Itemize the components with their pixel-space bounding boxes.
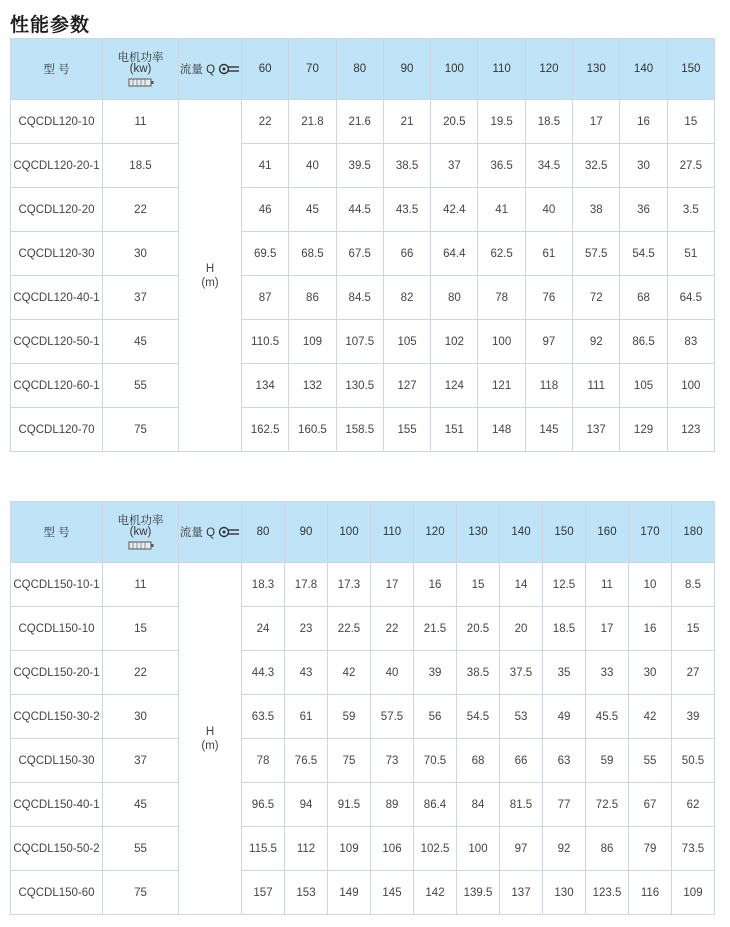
flow-label: 流量 Q — [179, 527, 216, 539]
head-value-cell: 21.5 — [414, 607, 457, 651]
head-value-cell: 39 — [414, 651, 457, 695]
head-value-cell: 127 — [383, 364, 430, 408]
head-value-cell: 8.5 — [672, 563, 715, 607]
power-label: 电机功率 — [117, 51, 164, 64]
head-value-cell: 21.6 — [336, 100, 383, 144]
head-value-cell: 50.5 — [672, 739, 715, 783]
head-value-cell: 66 — [500, 739, 543, 783]
head-value-cell: 110.5 — [242, 320, 289, 364]
model-cell: CQCDL150-20-1 — [11, 651, 103, 695]
model-cell: CQCDL150-30-2 — [11, 695, 103, 739]
head-value-cell: 19.5 — [478, 100, 525, 144]
head-value-cell: 38 — [573, 188, 620, 232]
head-label: H — [205, 725, 215, 738]
head-value-cell: 97 — [500, 827, 543, 871]
model-cell: CQCDL120-40-1 — [11, 276, 103, 320]
flow-column-header: 120 — [525, 39, 572, 100]
head-value-cell: 129 — [620, 408, 667, 452]
head-value-cell: 40 — [371, 651, 414, 695]
head-value-cell: 68 — [620, 276, 667, 320]
table-row — [11, 320, 715, 364]
head-value-cell: 34.5 — [525, 144, 572, 188]
model-cell: CQCDL120-20-1 — [11, 144, 103, 188]
head-value-cell: 115.5 — [242, 827, 285, 871]
head-value-cell: 38.5 — [383, 144, 430, 188]
head-value-cell: 16 — [620, 100, 667, 144]
head-value-cell: 11 — [586, 563, 629, 607]
head-value-cell: 40 — [525, 188, 572, 232]
head-value-cell: 72 — [573, 276, 620, 320]
head-value-cell: 37 — [431, 144, 478, 188]
flow-column-header: 110 — [371, 502, 414, 563]
head-value-cell: 24 — [242, 607, 285, 651]
table-row — [11, 739, 715, 783]
head-value-cell: 62.5 — [478, 232, 525, 276]
head-value-cell: 32.5 — [573, 144, 620, 188]
head-value-cell: 87 — [242, 276, 289, 320]
head-value-cell: 100 — [478, 320, 525, 364]
table-row — [11, 276, 715, 320]
head-value-cell: 43.5 — [383, 188, 430, 232]
head-value-cell: 10 — [629, 563, 672, 607]
head-value-cell: 38.5 — [457, 651, 500, 695]
power-unit: (kw) — [129, 525, 152, 538]
table-row — [11, 100, 715, 144]
head-value-cell: 121 — [478, 364, 525, 408]
head-value-cell: 148 — [478, 408, 525, 452]
head-value-cell: 145 — [525, 408, 572, 452]
head-value-cell: 78 — [242, 739, 285, 783]
head-value-cell: 42 — [328, 651, 371, 695]
head-value-cell: 84.5 — [336, 276, 383, 320]
power-cell: 11 — [103, 563, 179, 607]
flow-column-header: 90 — [285, 502, 328, 563]
flow-column-header: 150 — [667, 39, 714, 100]
head-value-cell: 86 — [586, 827, 629, 871]
model-cell: CQCDL120-30 — [11, 232, 103, 276]
head-value-cell: 94 — [285, 783, 328, 827]
head-value-cell: 84 — [457, 783, 500, 827]
head-value-cell: 134 — [242, 364, 289, 408]
head-value-cell: 20 — [500, 607, 543, 651]
head-value-cell: 130.5 — [336, 364, 383, 408]
head-value-cell: 162.5 — [242, 408, 289, 452]
head-value-cell: 67 — [629, 783, 672, 827]
head-value-cell: 68 — [457, 739, 500, 783]
head-value-cell: 100 — [667, 364, 714, 408]
head-value-cell: 14 — [500, 563, 543, 607]
head-value-cell: 39.5 — [336, 144, 383, 188]
head-value-cell: 89 — [371, 783, 414, 827]
head-value-cell: 63.5 — [242, 695, 285, 739]
head-value-cell: 105 — [620, 364, 667, 408]
head-value-cell: 15 — [667, 100, 714, 144]
model-cell: CQCDL150-60 — [11, 871, 103, 915]
head-value-cell: 39 — [672, 695, 715, 739]
head-value-cell: 45 — [289, 188, 336, 232]
head-value-cell: 137 — [573, 408, 620, 452]
pump-icon — [218, 526, 240, 538]
head-value-cell: 139.5 — [457, 871, 500, 915]
head-value-cell: 15 — [672, 607, 715, 651]
head-value-cell: 62 — [672, 783, 715, 827]
flow-column-header: 130 — [457, 502, 500, 563]
head-value-cell: 17 — [573, 100, 620, 144]
power-cell: 30 — [103, 695, 179, 739]
head-value-cell: 42 — [629, 695, 672, 739]
head-value-cell: 17 — [371, 563, 414, 607]
pump-icon — [218, 63, 240, 75]
flow-column-header: 80 — [242, 502, 285, 563]
head-value-cell: 59 — [328, 695, 371, 739]
flow-column-header: 150 — [543, 502, 586, 563]
head-value-cell: 82 — [383, 276, 430, 320]
head-value-cell: 49 — [543, 695, 586, 739]
model-cell: CQCDL150-40-1 — [11, 783, 103, 827]
head-value-cell: 61 — [285, 695, 328, 739]
head-value-cell: 111 — [573, 364, 620, 408]
head-value-cell: 22.5 — [328, 607, 371, 651]
head-value-cell: 17.8 — [285, 563, 328, 607]
power-cell: 75 — [103, 871, 179, 915]
head-value-cell: 116 — [629, 871, 672, 915]
head-value-cell: 97 — [525, 320, 572, 364]
head-value-cell: 76 — [525, 276, 572, 320]
head-value-cell: 21 — [383, 100, 430, 144]
head-value-cell: 92 — [543, 827, 586, 871]
head-value-cell: 123.5 — [586, 871, 629, 915]
head-value-cell: 30 — [629, 651, 672, 695]
head-value-cell: 151 — [431, 408, 478, 452]
power-cell: 22 — [103, 188, 179, 232]
head-value-cell: 40 — [289, 144, 336, 188]
head-value-cell: 66 — [383, 232, 430, 276]
head-value-cell: 18.5 — [543, 607, 586, 651]
model-cell: CQCDL120-50-1 — [11, 320, 103, 364]
head-value-cell: 137 — [500, 871, 543, 915]
head-value-cell: 41 — [478, 188, 525, 232]
head-value-cell: 41 — [242, 144, 289, 188]
head-value-cell: 83 — [667, 320, 714, 364]
flow-column-header: 160 — [586, 502, 629, 563]
power-cell: 18.5 — [103, 144, 179, 188]
head-value-cell: 27.5 — [667, 144, 714, 188]
model-cell: CQCDL150-50-2 — [11, 827, 103, 871]
head-value-cell: 51 — [667, 232, 714, 276]
flow-column-header: 90 — [383, 39, 430, 100]
table-row — [11, 871, 715, 915]
head-value-cell: 153 — [285, 871, 328, 915]
head-value-cell: 69.5 — [242, 232, 289, 276]
power-cell: 37 — [103, 276, 179, 320]
head-value-cell: 21.8 — [289, 100, 336, 144]
motor-icon — [128, 541, 154, 550]
table-row — [11, 232, 715, 276]
head-value-cell: 18.5 — [525, 100, 572, 144]
head-value-cell: 16 — [414, 563, 457, 607]
head-value-cell: 30 — [620, 144, 667, 188]
head-value-cell: 36.5 — [478, 144, 525, 188]
head-value-cell: 149 — [328, 871, 371, 915]
model-cell: CQCDL150-10 — [11, 607, 103, 651]
header-row — [11, 39, 715, 100]
flow-column-header: 70 — [289, 39, 336, 100]
head-value-cell: 124 — [431, 364, 478, 408]
head-value-cell: 109 — [289, 320, 336, 364]
head-value-cell: 109 — [672, 871, 715, 915]
head-value-cell: 16 — [629, 607, 672, 651]
head-value-cell: 75 — [328, 739, 371, 783]
power-label: 电机功率 — [117, 514, 164, 527]
head-value-cell: 15 — [457, 563, 500, 607]
power-cell: 11 — [103, 100, 179, 144]
head-value-cell: 63 — [543, 739, 586, 783]
head-value-cell: 45.5 — [586, 695, 629, 739]
head-value-cell: 145 — [371, 871, 414, 915]
head-value-cell: 76.5 — [285, 739, 328, 783]
flow-header — [179, 39, 242, 100]
head-value-cell: 142 — [414, 871, 457, 915]
flow-column-header: 100 — [328, 502, 371, 563]
head-value-cell: 46 — [242, 188, 289, 232]
head-value-cell: 80 — [431, 276, 478, 320]
head-value-cell: 79 — [629, 827, 672, 871]
head-value-cell: 109 — [328, 827, 371, 871]
head-unit: (m) — [201, 276, 219, 289]
performance-table-cqcdl120 — [10, 38, 715, 452]
power-header — [103, 39, 179, 100]
head-value-cell: 59 — [586, 739, 629, 783]
model-cell: CQCDL120-70 — [11, 408, 103, 452]
power-unit: (kw) — [129, 62, 152, 75]
table-row — [11, 364, 715, 408]
head-unit: (m) — [201, 739, 219, 752]
flow-column-header: 140 — [500, 502, 543, 563]
motor-icon — [128, 78, 154, 87]
head-value-cell: 64.5 — [667, 276, 714, 320]
head-value-cell: 27 — [672, 651, 715, 695]
head-value-cell: 68.5 — [289, 232, 336, 276]
power-cell: 55 — [103, 827, 179, 871]
head-value-cell: 105 — [383, 320, 430, 364]
head-value-cell: 160.5 — [289, 408, 336, 452]
head-value-cell: 57.5 — [573, 232, 620, 276]
flow-column-header: 130 — [573, 39, 620, 100]
head-value-cell: 35 — [543, 651, 586, 695]
model-cell: CQCDL120-60-1 — [11, 364, 103, 408]
flow-column-header: 60 — [242, 39, 289, 100]
head-value-cell: 107.5 — [336, 320, 383, 364]
head-value-cell: 77 — [543, 783, 586, 827]
head-value-cell: 37.5 — [500, 651, 543, 695]
head-value-cell: 12.5 — [543, 563, 586, 607]
head-value-cell: 20.5 — [431, 100, 478, 144]
head-value-cell: 91.5 — [328, 783, 371, 827]
table-row — [11, 188, 715, 232]
table-row — [11, 827, 715, 871]
head-value-cell: 86.4 — [414, 783, 457, 827]
model-cell: CQCDL150-30 — [11, 739, 103, 783]
head-value-cell: 17 — [586, 607, 629, 651]
head-value-cell: 123 — [667, 408, 714, 452]
head-value-cell: 57.5 — [371, 695, 414, 739]
head-value-cell: 3.5 — [667, 188, 714, 232]
head-value-cell: 158.5 — [336, 408, 383, 452]
head-value-cell: 70.5 — [414, 739, 457, 783]
power-cell: 22 — [103, 651, 179, 695]
head-value-cell: 86.5 — [620, 320, 667, 364]
head-label: H — [205, 262, 215, 275]
flow-header — [179, 502, 242, 563]
head-value-cell: 157 — [242, 871, 285, 915]
header-row — [11, 502, 715, 563]
power-cell: 15 — [103, 607, 179, 651]
head-value-cell: 106 — [371, 827, 414, 871]
head-value-cell: 81.5 — [500, 783, 543, 827]
head-value-cell: 44.3 — [242, 651, 285, 695]
head-value-cell: 54.5 — [457, 695, 500, 739]
head-value-cell: 42.4 — [431, 188, 478, 232]
model-cell: CQCDL120-20 — [11, 188, 103, 232]
table-row — [11, 144, 715, 188]
head-value-cell: 92 — [573, 320, 620, 364]
head-value-cell: 102.5 — [414, 827, 457, 871]
head-value-cell: 36 — [620, 188, 667, 232]
model-cell: CQCDL150-10-1 — [11, 563, 103, 607]
power-cell: 75 — [103, 408, 179, 452]
head-value-cell: 20.5 — [457, 607, 500, 651]
table-row — [11, 783, 715, 827]
table-row — [11, 695, 715, 739]
power-header — [103, 502, 179, 563]
page-title: 性能参数 — [10, 14, 91, 36]
flow-column-header: 110 — [478, 39, 525, 100]
model-header: 型 号 — [11, 502, 103, 563]
flow-column-header: 120 — [414, 502, 457, 563]
head-value-cell: 44.5 — [336, 188, 383, 232]
flow-column-header: 140 — [620, 39, 667, 100]
head-value-cell: 100 — [457, 827, 500, 871]
head-value-cell: 72.5 — [586, 783, 629, 827]
head-value-cell: 53 — [500, 695, 543, 739]
power-cell: 37 — [103, 739, 179, 783]
head-value-cell: 96.5 — [242, 783, 285, 827]
model-cell: CQCDL120-10 — [11, 100, 103, 144]
table-row — [11, 651, 715, 695]
flow-column-header: 100 — [431, 39, 478, 100]
flow-column-header: 170 — [629, 502, 672, 563]
head-value-cell: 155 — [383, 408, 430, 452]
head-value-cell: 73 — [371, 739, 414, 783]
head-value-cell: 18.3 — [242, 563, 285, 607]
head-value-cell: 112 — [285, 827, 328, 871]
flow-label: 流量 Q — [179, 64, 216, 76]
head-value-cell: 54.5 — [620, 232, 667, 276]
head-value-cell: 78 — [478, 276, 525, 320]
power-cell: 45 — [103, 320, 179, 364]
head-label-cell — [179, 563, 242, 915]
power-cell: 55 — [103, 364, 179, 408]
table-row — [11, 607, 715, 651]
head-label-cell — [179, 100, 242, 452]
head-value-cell: 56 — [414, 695, 457, 739]
table-row — [11, 408, 715, 452]
flow-column-header: 80 — [336, 39, 383, 100]
head-value-cell: 86 — [289, 276, 336, 320]
table-row — [11, 563, 715, 607]
head-value-cell: 130 — [543, 871, 586, 915]
power-cell: 30 — [103, 232, 179, 276]
head-value-cell: 67.5 — [336, 232, 383, 276]
model-header: 型 号 — [11, 39, 103, 100]
head-value-cell: 61 — [525, 232, 572, 276]
head-value-cell: 118 — [525, 364, 572, 408]
head-value-cell: 22 — [242, 100, 289, 144]
head-value-cell: 43 — [285, 651, 328, 695]
head-value-cell: 102 — [431, 320, 478, 364]
head-value-cell: 55 — [629, 739, 672, 783]
flow-column-header: 180 — [672, 502, 715, 563]
head-value-cell: 33 — [586, 651, 629, 695]
head-value-cell: 64.4 — [431, 232, 478, 276]
performance-table-cqcdl150 — [10, 501, 715, 915]
head-value-cell: 23 — [285, 607, 328, 651]
head-value-cell: 73.5 — [672, 827, 715, 871]
head-value-cell: 132 — [289, 364, 336, 408]
head-value-cell: 22 — [371, 607, 414, 651]
head-value-cell: 17.3 — [328, 563, 371, 607]
power-cell: 45 — [103, 783, 179, 827]
